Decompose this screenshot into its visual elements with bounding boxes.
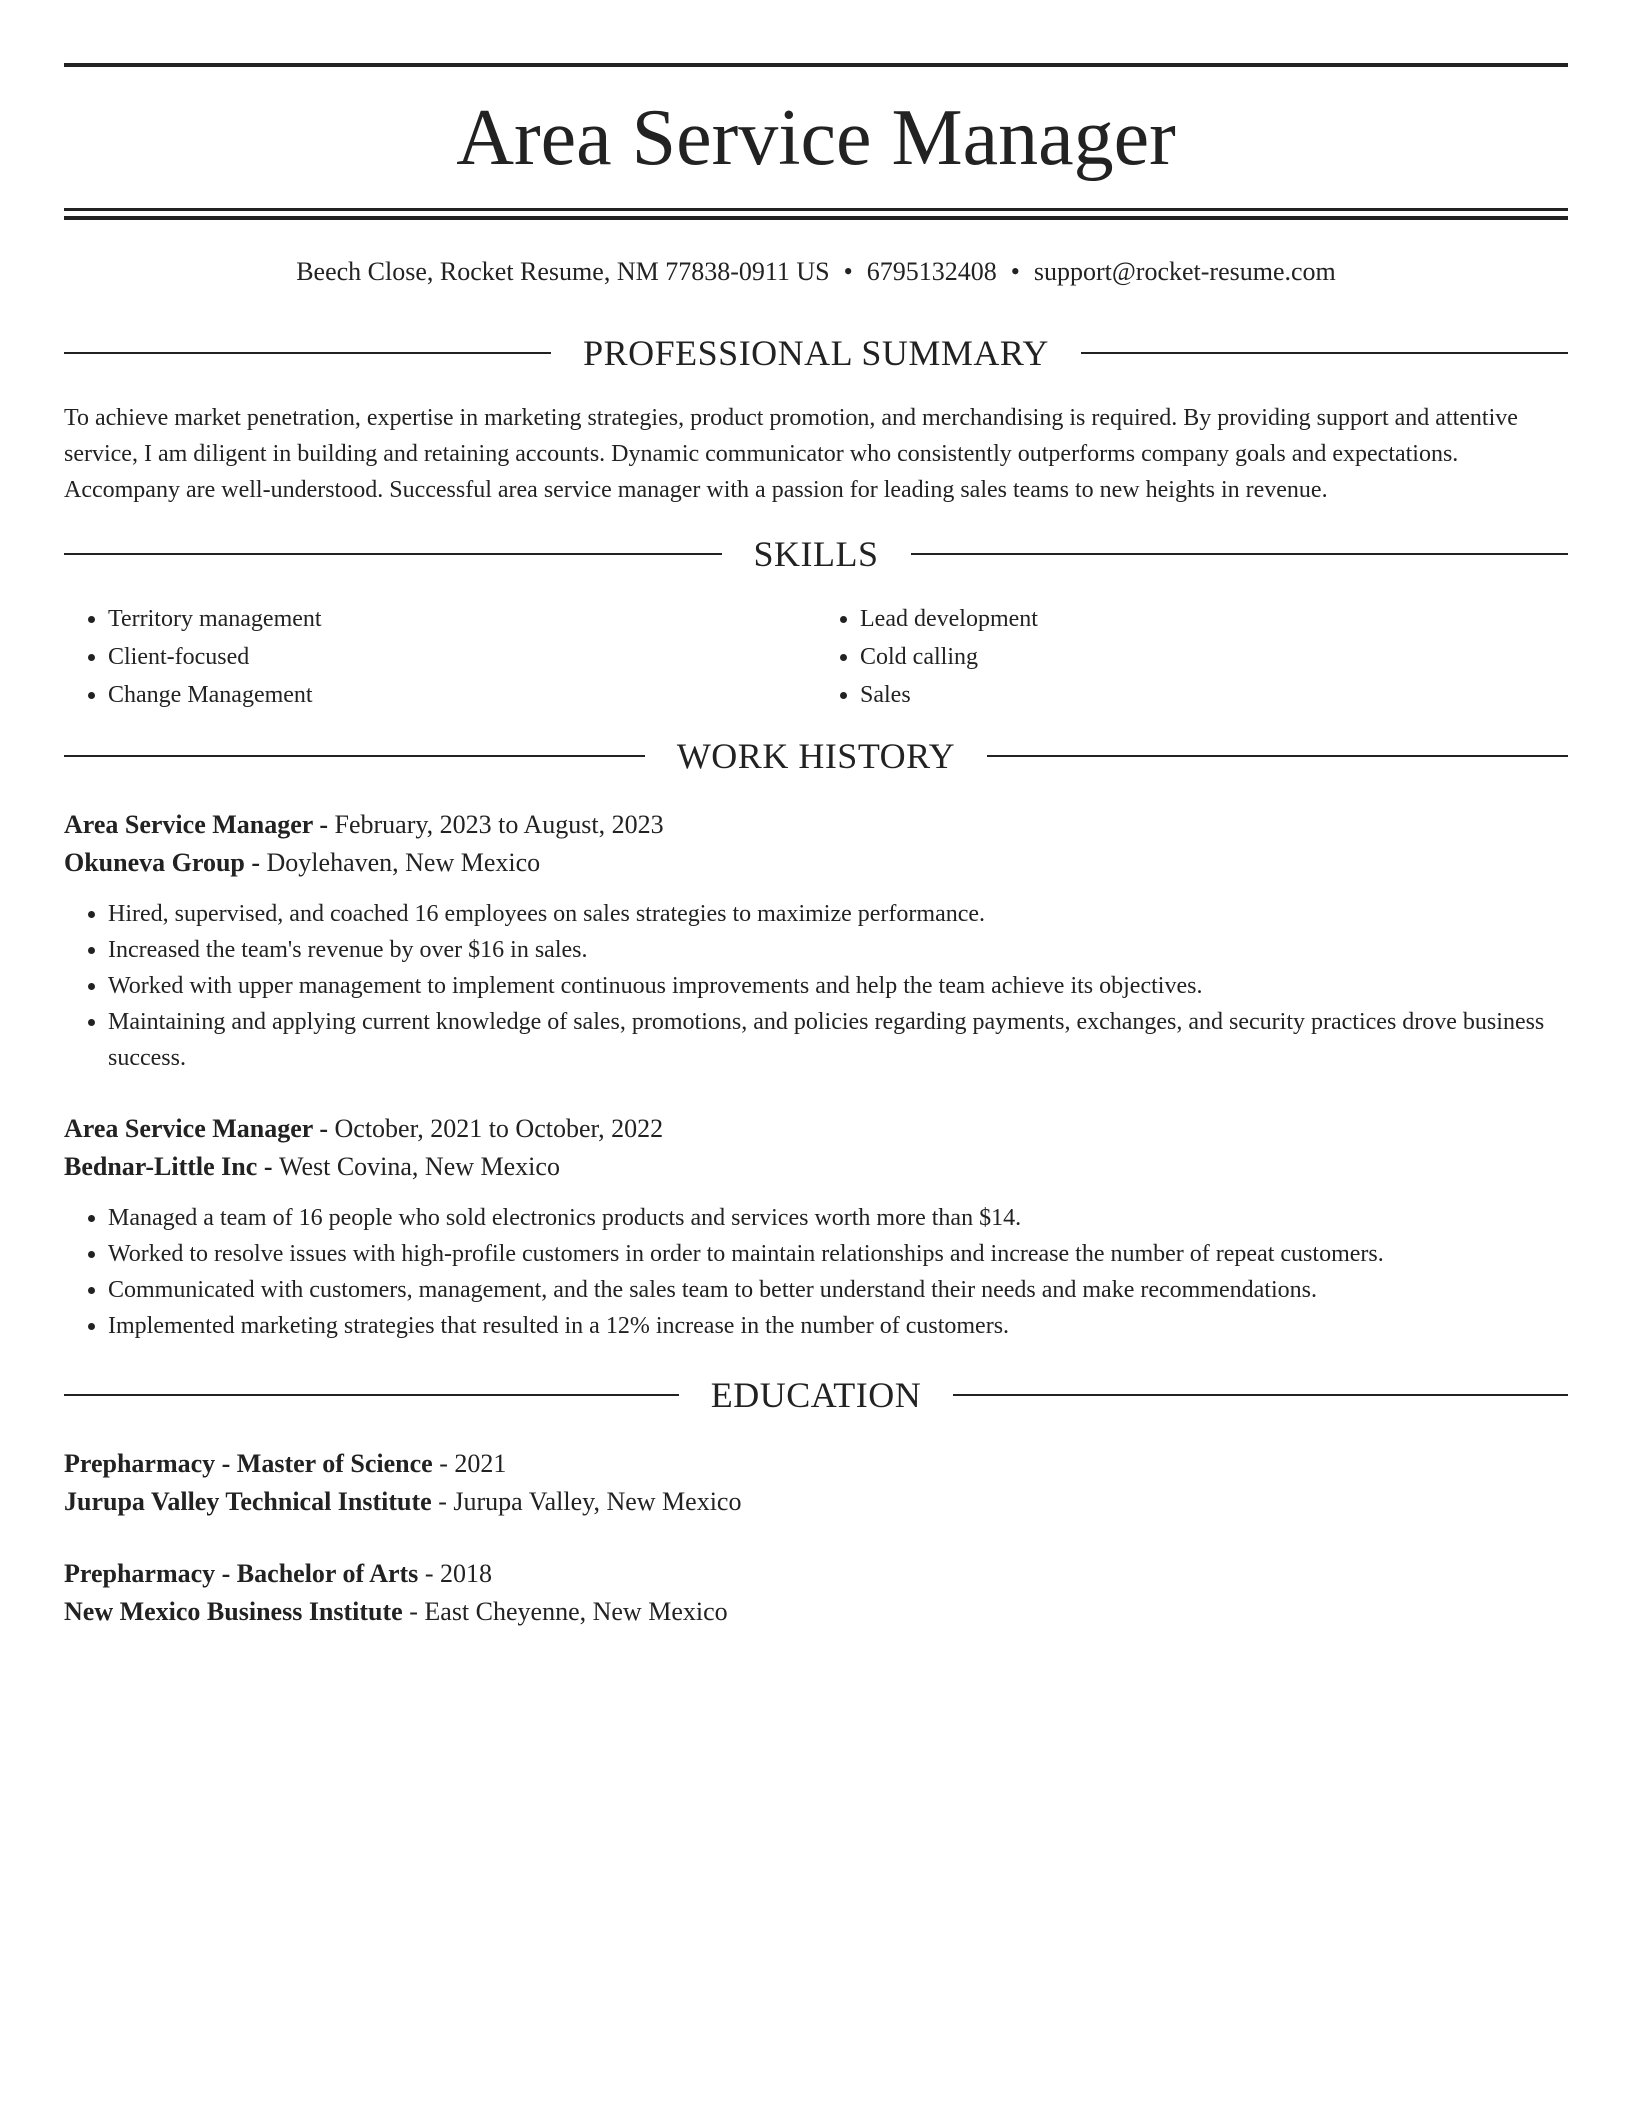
heading-rule: [911, 553, 1569, 555]
education-degree-line: [64, 1445, 1568, 1483]
education-school-line: [64, 1593, 1568, 1631]
dash: -: [431, 1487, 454, 1516]
job-title-line: [64, 806, 1568, 844]
job-dates: February, 2023 to August, 2023: [334, 810, 664, 839]
section-title: PROFESSIONAL SUMMARY: [583, 333, 1049, 373]
education-school: Jurupa Valley Technical Institute: [64, 1487, 432, 1516]
job-company-line: [64, 1148, 1568, 1186]
job-title: Area Service Manager: [64, 1114, 313, 1143]
dash: -: [244, 848, 267, 877]
section-title: WORK HISTORY: [676, 736, 956, 776]
top-rule: [64, 63, 1568, 67]
heading-rule: [953, 1394, 1568, 1396]
contact-separator: •: [1010, 257, 1020, 286]
education-degree: Prepharmacy - Bachelor of Arts: [64, 1559, 419, 1588]
skill-item: • Client-focused: [108, 638, 816, 676]
dash: -: [418, 1559, 440, 1588]
dash: -: [312, 1114, 335, 1143]
dash: -: [257, 1152, 279, 1181]
job-bullet: • Increased the team's revenue by over $16 in sales.: [108, 932, 1568, 968]
heading-rule: [64, 553, 722, 555]
skill-item: • Lead development: [860, 600, 1568, 638]
section-heading-skills: [64, 532, 1568, 576]
job-bullet: • Hired, supervised, and coached 16 employees on sales strategies to maximize performance.: [108, 896, 1568, 932]
section-heading-work: [64, 734, 1568, 778]
dash: -: [402, 1597, 425, 1626]
job-title: Area Service Manager: [64, 810, 313, 839]
job-bullet: • Managed a team of 16 people who sold electronics products and services worth more than $14.: [108, 1200, 1568, 1236]
education-year: 2021: [454, 1449, 507, 1478]
education-entry: [64, 1555, 1568, 1631]
education-school-line: [64, 1483, 1568, 1521]
job-entry: [64, 1110, 1568, 1344]
contact-address: Beech Close, Rocket Resume, NM 77838-0911 US: [296, 257, 830, 286]
section-heading-summary: [64, 331, 1568, 375]
heading-rule: [1081, 352, 1568, 354]
job-company: Bednar-Little Inc: [64, 1152, 258, 1181]
job-bullets: [64, 896, 1568, 1076]
section-title: SKILLS: [753, 534, 879, 574]
job-location: Doylehaven, New Mexico: [266, 848, 541, 877]
contact-line: [64, 254, 1568, 290]
dash: -: [312, 810, 335, 839]
skills-column-left: [64, 600, 816, 714]
job-location: West Covina, New Mexico: [278, 1152, 560, 1181]
job-bullet: • Implemented marketing strategies that resulted in a 12% increase in the number of customers.: [108, 1308, 1568, 1344]
section-heading-education: [64, 1373, 1568, 1417]
resume-title: Area Service Manager: [456, 94, 1176, 182]
education-location: Jurupa Valley, New Mexico: [453, 1487, 742, 1516]
education-entry: [64, 1445, 1568, 1521]
heading-rule: [64, 352, 551, 354]
job-company: Okuneva Group: [64, 848, 245, 877]
dash: -: [432, 1449, 455, 1478]
skill-item: • Territory management: [108, 600, 816, 638]
education-location: East Cheyenne, New Mexico: [424, 1597, 728, 1626]
education-school: New Mexico Business Institute: [64, 1597, 403, 1626]
education-year: 2018: [439, 1559, 492, 1588]
skills-list: [64, 600, 1568, 714]
heading-rule: [987, 755, 1568, 757]
education-degree-line: [64, 1555, 1568, 1593]
job-bullet: • Communicated with customers, management, and the sales team to better understand their needs and make recommendations.: [108, 1272, 1568, 1308]
job-bullet: • Worked with upper management to implement continuous improvements and help the team achieve its objectives.: [108, 968, 1568, 1004]
job-title-line: [64, 1110, 1568, 1148]
job-dates: October, 2021 to October, 2022: [334, 1114, 664, 1143]
title-rule-lower: [64, 216, 1568, 220]
skill-item: • Sales: [860, 676, 1568, 714]
contact-separator: •: [843, 257, 853, 286]
section-title: EDUCATION: [710, 1375, 922, 1415]
summary-text: To achieve market penetration, expertise in marketing strategies, product promotion, and merchandising is required. By providing support and attentive service, I am diligent in building and retaining accounts. Dynamic communicator who consistently outperforms company goals and expectations. Accompany are well-understood. Successful area service manager with a passion for leading sales teams to new heights in revenue.: [64, 405, 1518, 503]
job-entry: [64, 806, 1568, 1076]
skill-item: • Change Management: [108, 676, 816, 714]
heading-rule: [64, 1394, 679, 1396]
title-rule-upper: [64, 208, 1568, 211]
job-company-line: [64, 844, 1568, 882]
contact-email: support@rocket-resume.com: [1033, 257, 1336, 286]
job-bullet: • Maintaining and applying current knowledge of sales, promotions, and policies regarding payments, exchanges, and security practices drove business success.: [108, 1004, 1568, 1076]
skills-column-right: [816, 600, 1568, 714]
job-bullet: • Worked to resolve issues with high-profile customers in order to maintain relationships and increase the number of repeat customers.: [108, 1236, 1568, 1272]
contact-phone: 6795132408: [866, 257, 997, 286]
education-degree: Prepharmacy - Master of Science: [64, 1449, 433, 1478]
job-bullets: [64, 1200, 1568, 1344]
heading-rule: [64, 755, 645, 757]
skill-item: • Cold calling: [860, 638, 1568, 676]
